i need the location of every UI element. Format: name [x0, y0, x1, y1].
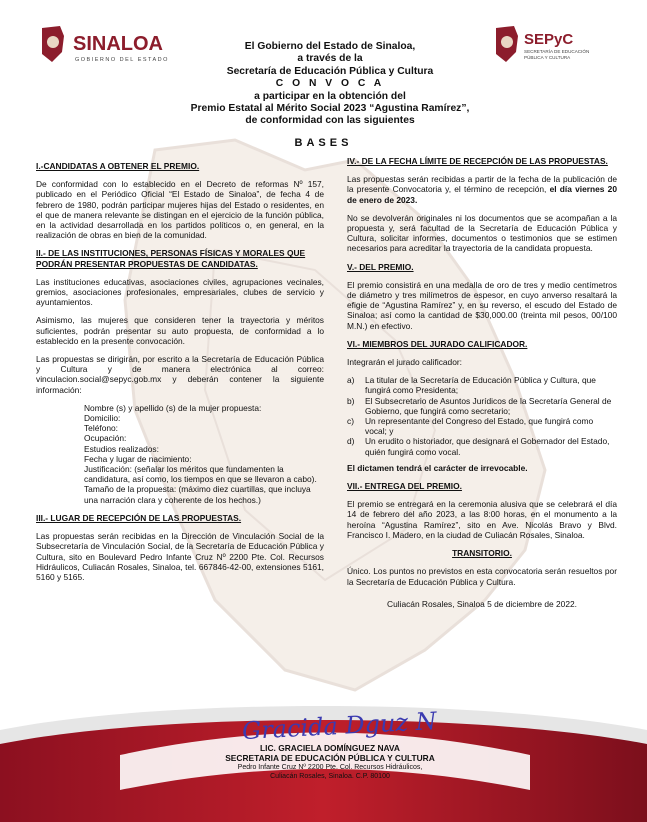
paragraph: Las instituciones educativas, asociaciones civiles, agrupaciones vecinales, gremios, asociaciones profesionales, empresariales, clubes de servicio y ayuntamientos. [36, 276, 324, 308]
section-title: V.- DEL PREMIO. [347, 261, 414, 272]
svg-text:GOBIERNO DEL ESTADO: GOBIERNO DEL ESTADO [75, 57, 169, 63]
paragraph-text: Las propuestas serán recibidas a partir de la fecha de la publicación de la presente Convocatoria y, el término de recepción, [347, 174, 617, 195]
list-item: Nombre (s) y apellido (s) de la mujer propuesta: [84, 402, 262, 413]
item-letter: c) [347, 416, 354, 427]
signer-name: LIC. GRACIELA DOMÍNGUEZ NAVA [260, 743, 400, 753]
svg-text:SEPyC: SEPyC [524, 31, 574, 48]
section-title: IV.- DE LA FECHA LÍMITE DE RECEPCIÓN DE LAS PROPUESTAS. [347, 156, 608, 166]
paragraph: Único. Los puntos no previstos en esta convocatoria serán resueltos por la Secretaría de Educación Pública y Cultura. [347, 566, 617, 587]
title-line: a participar en la obtención del [254, 90, 406, 102]
item-letter: a) [347, 375, 355, 386]
list-item: Fecha y lugar de nacimiento: [84, 453, 192, 464]
convocatoria-title [170, 41, 490, 128]
paragraph: De conformidad con lo establecido en el Decreto de reformas Nº 157, publicado en el Periódico Oficial “El Estado de Sinaloa”, de fecha 4 de febrero de 1980, podrán participar mujeres hijas del Estado o residentes, en el que de manera relevante se distingan en el ejercicio de la función pública, en la actividad desarrollada en los partidos políticos o, en general, en la realización de obras en bien de la comunidad. [36, 179, 324, 241]
paragraph: Asimismo, las mujeres que consideren tener la trayectoria y méritos suficientes, podrán presentar su auto propuesta, de conformidad a lo establecido en la presente convocación. [36, 315, 324, 346]
list-item [347, 436, 617, 456]
requirements-list [84, 403, 324, 505]
signer [200, 743, 460, 763]
paragraph [347, 174, 617, 205]
section-title: VII.- ENTREGA DEL PREMIO. [347, 481, 462, 492]
section-title: I.-CANDIDATAS A OBTENER EL PREMIO. [36, 161, 200, 171]
list-item: Domicilio: [84, 413, 121, 424]
address-line: Pedro Infante Cruz Nº 2200 Pte. Col. Recursos Hidráulicos, [237, 764, 423, 771]
place-date: Culiacán Rosales, Sinaloa 5 de diciembre de 2022. [387, 598, 577, 609]
list-item [347, 375, 617, 395]
signer-title: SECRETARIA DE EDUCACIÓN PÚBLICA Y CULTURA [225, 753, 435, 763]
title-line: Secretaría de Educación Pública y Cultura [226, 65, 434, 77]
jury-list [347, 375, 617, 457]
paragraph: Integrarán el jurado calificador: [347, 357, 462, 368]
paragraph: El premio se entregará en la ceremonia alusiva que se celebrará el día 14 de febrero del año 2023, a las 8:00 horas, en el monumento a la heroína “Agustina Ramírez”, sito en Ave. Nicolás Bravo y Blvd. Francisco I. Madero, en la ciudad de Culiacán Rosales, Sinaloa. [347, 499, 617, 540]
list-item [347, 396, 617, 416]
item-letter: b) [347, 395, 355, 406]
item-text: La titular de la Secretaría de Educación Pública y Cultura, que fungirá como Presidenta; [365, 375, 596, 396]
handwritten-signature: Gracida Dguz N [241, 706, 438, 746]
list-item: Tamaño de la propuesta: (máximo diez cuartillas, que incluya una narración clara y coherente de los hechos.) [84, 484, 311, 505]
right-column [347, 154, 617, 617]
list-item: Teléfono: [84, 423, 118, 434]
address-line: Culiacán Rosales, Sinaloa. C.P. 80100 [270, 773, 390, 780]
list-item: Justificación: (señalar los méritos que fundamenten la candidatura, así como, los tiempos en que se llevaron a cabo). [84, 464, 317, 485]
paragraph: No se devolverán originales ni los documentos que se acompañan a la propuesta y, será facultad de la Secretaría de Educación Pública y Cultura, solicitar informes, documentos o testimonios que se estimen necesarios para acreditar la trayectoria de la candidata propuesta. [347, 212, 617, 254]
section-title: II.- DE LAS INSTITUCIONES, PERSONAS FÍSICAS Y MORALES QUE PODRÁN PRESENTAR PROPUESTAS DE CANDIDATAS. [36, 248, 306, 269]
paragraph: El premio consistirá en una medalla de oro de tres y medio centímetros de diámetro y tres milímetros de espesor, en cuyo anverso resaltará la efigie de “Agustina Ramírez” y, en su reverso, el escudo del Estado de Sinaloa; así como la cantidad de $30,000.00 (treinta mil pesos, 00/100 M.N.) en efectivo. [347, 279, 617, 331]
item-letter: d) [347, 436, 355, 447]
paragraph: Las propuestas serán recibidas en la Dirección de Vinculación Social de la Subsecretaría de Vinculación Social, de la Secretaría de Educación Pública y Cultura, sito en Boulevard Pedro Infante Cruz Nº 2200 Pte. Col. Recursos Hidráulicos, Culiacán Rosales, Sinaloa, tel. 667846-42-00, extensiones 5161, 5160 y 5165. [36, 531, 324, 582]
gobierno-sinaloa-logo [38, 22, 188, 68]
paragraph: Las propuestas se dirigirán, por escrito a la Secretaría de Educación Pública y Cultura y de manera electrónica al correo: vinculacion.social@sepyc.gob.mx y deberán contener la siguiente información: [36, 354, 324, 395]
title-line: El Gobierno del Estado de Sinaloa, [244, 41, 416, 52]
svg-text:SINALOA: SINALOA [73, 33, 163, 55]
left-column [36, 154, 324, 590]
item-text: El Subsecretario de Asuntos Jurídicos de la Secretaría General de Gobierno, que fungirá como secretario; [365, 395, 612, 416]
section-title: VI.- MIEMBROS DEL JURADO CALIFICADOR. [347, 338, 528, 349]
title-line: de conformidad con las siguientes [245, 115, 415, 127]
title-line: Premio Estatal al Mérito Social 2023 “Agustina Ramírez”, [190, 103, 470, 115]
list-item [347, 416, 617, 436]
title-line: a través de la [297, 53, 363, 65]
list-item: Estudios realizados: [84, 443, 159, 454]
svg-text:PÚBLICA Y CULTURA: PÚBLICA Y CULTURA [524, 55, 571, 60]
address [200, 763, 460, 781]
item-text: Un representante del Congreso del Estado, que fungirá como vocal; y [365, 416, 594, 437]
list-item: Ocupación: [84, 433, 127, 444]
section-title: TRANSITORIO. [452, 548, 512, 559]
title-line: C O N V O C A [275, 78, 385, 90]
svg-text:SECRETARÍA DE EDUCACIÓN: SECRETARÍA DE EDUCACIÓN [524, 49, 590, 54]
section-title: III.- LUGAR DE RECEPCIÓN DE LAS PROPUESTAS. [36, 512, 242, 523]
item-text: Un erudito o historiador, que designará el Gobernador del Estado, quién fungirá como vocal. [365, 436, 610, 457]
bases-heading: BASES [294, 137, 353, 149]
deadline-text: el día viernes 20 de enero de 2023. [347, 184, 617, 205]
paragraph: El dictamen tendrá el carácter de irrevocable. [347, 462, 528, 473]
sepyc-logo [492, 22, 620, 68]
